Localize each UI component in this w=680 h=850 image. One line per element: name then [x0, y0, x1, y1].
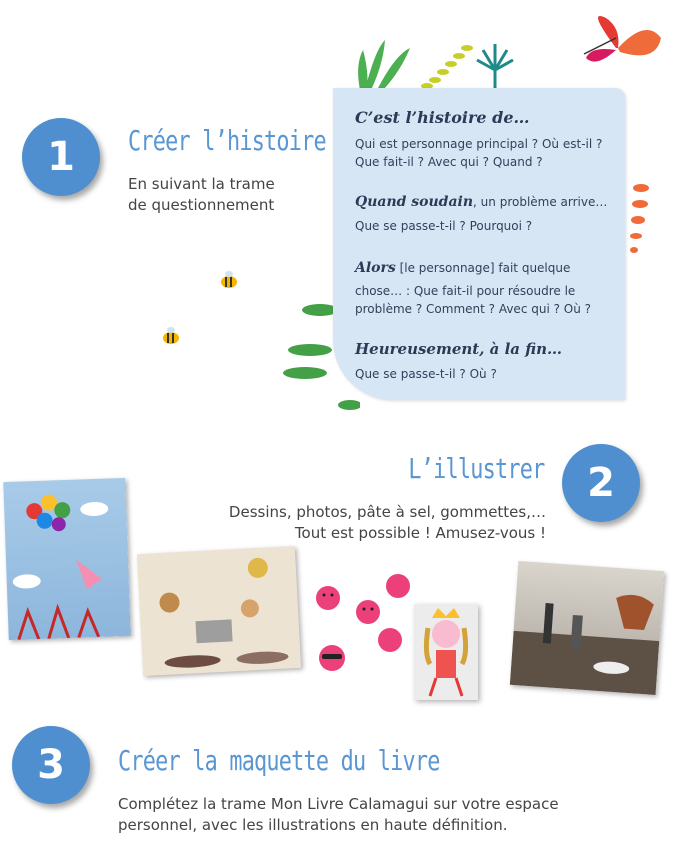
leaf-decoration-top	[355, 30, 525, 92]
step-1-text	[128, 174, 275, 216]
step-3-title: Créer la maquette du livre	[118, 744, 440, 777]
question-heading-3: Alors	[355, 260, 396, 276]
step-1-text-line2: de questionnement	[128, 196, 275, 214]
question-line: chose… : Que fait-il pour résoudre le	[355, 284, 576, 298]
step-1-title: Créer l’histoire	[128, 124, 326, 157]
illustration-princess	[414, 604, 478, 700]
question-line: Qui est personnage principal ? Où est-il ?	[355, 137, 603, 151]
step-1-number: 1	[22, 118, 100, 196]
question-heading-1: C’est l’histoire de…	[355, 108, 530, 127]
step-3-text	[118, 794, 559, 836]
illustration-salt-dough	[137, 546, 301, 676]
leaf-decoration-right	[626, 180, 656, 260]
step-3-text-line2: personnel, avec les illustrations en haute définition.	[118, 816, 508, 834]
question-heading-3-rest: [le personnage] fait quelque	[395, 261, 571, 275]
step-3-number: 3	[12, 726, 90, 804]
question-heading-2-row	[355, 194, 607, 211]
question-line: Que se passe-t-il ? Où ?	[355, 367, 497, 381]
step-2-text-line2: Tout est possible ! Amusez-vous !	[294, 524, 546, 542]
question-heading-2: Quand soudain	[355, 194, 474, 210]
question-heading-2-rest: , un problème arrive…	[473, 195, 608, 209]
bee-icon	[218, 268, 240, 290]
illustration-balloon-girl	[3, 478, 130, 640]
butterfly-icon	[576, 8, 666, 78]
step-3-text-line1: Complétez la trame Mon Livre Calamagui sur votre espace	[118, 795, 559, 813]
illustration-dinosaurs	[510, 561, 664, 695]
bee-icon	[160, 324, 182, 346]
question-line: Que fait-il ? Avec qui ? Quand ?	[355, 155, 543, 169]
question-line: problème ? Comment ? Avec qui ? Où ?	[355, 302, 592, 316]
step-2-text	[229, 502, 546, 544]
question-heading-4: Heureusement, à la fin…	[355, 340, 563, 358]
step-2-title: L’illustrer	[407, 452, 544, 485]
step-2-text-line1: Dessins, photos, pâte à sel, gommettes,…	[228, 503, 546, 521]
step-2-number: 2	[562, 444, 640, 522]
question-box	[333, 88, 625, 400]
question-heading-3-row	[355, 260, 570, 277]
question-line: Que se passe-t-il ? Pourquoi ?	[355, 219, 533, 233]
step-1-text-line1: En suivant la trame	[128, 175, 275, 193]
smiley-icon	[310, 566, 410, 684]
